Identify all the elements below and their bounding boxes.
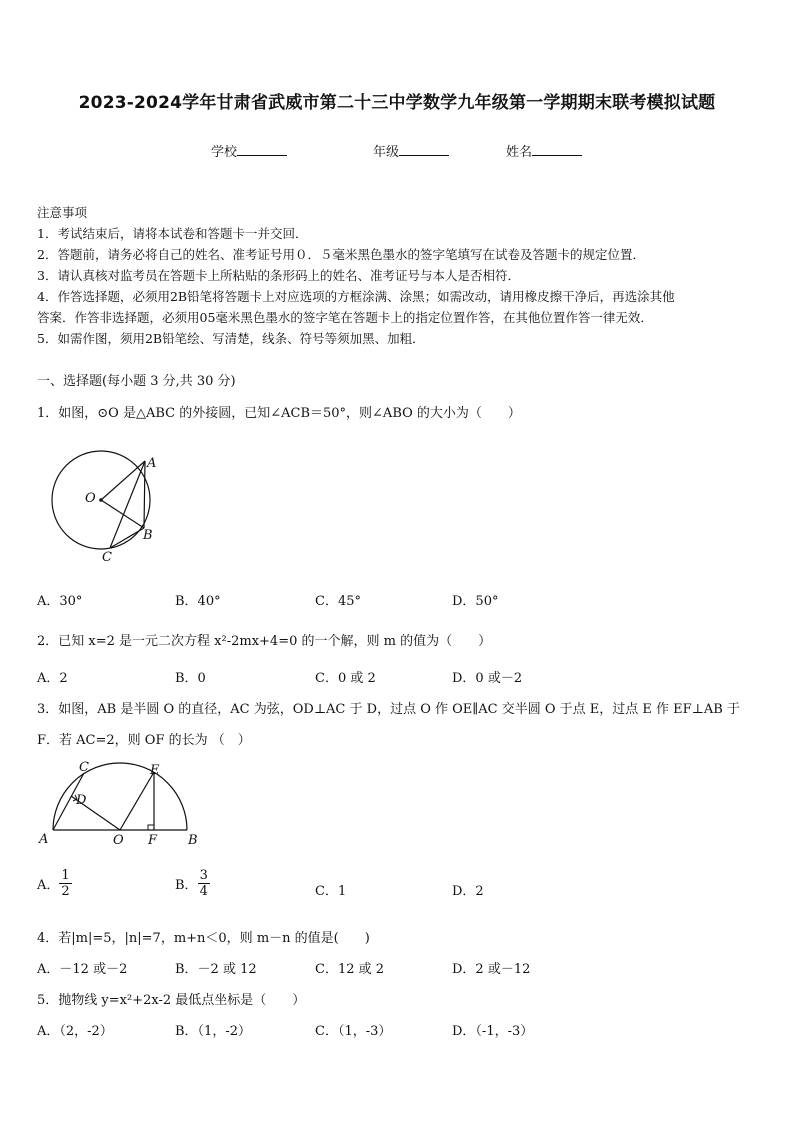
q4-option-b: B．－2 或 12: [175, 962, 257, 977]
question-4-stem: 4．若|m|=5，|n|=7，m+n＜0，则 m－n 的值是( ): [37, 931, 370, 946]
q1-option-d: D．50°: [452, 594, 499, 609]
q1-option-b: B．40°: [175, 594, 221, 609]
point-O-label: O: [85, 491, 96, 506]
section-heading: 一、选择题(每小题 3 分,共 30 分): [37, 374, 236, 389]
q4-option-d: D．2 或－12: [452, 962, 531, 977]
point-F-label: F: [148, 833, 158, 848]
point-C-label: C: [102, 550, 112, 565]
point-A-label: A: [39, 832, 49, 847]
question-2-stem: 2．已知 x=2 是一元二次方程 x²-2mx+4=0 的一个解，则 m 的值为（ ）: [37, 634, 492, 649]
point-O-label: O: [113, 833, 124, 848]
point-D-label: D: [76, 793, 87, 808]
q5-option-a: A．（2，-2）: [37, 1024, 113, 1039]
point-B-label: B: [188, 833, 198, 848]
fraction-numerator: 3: [199, 868, 208, 883]
notice-item: 5．如需作图，须用2B铅笔绘、写清楚，线条、符号等须加黑、加粗．: [37, 331, 425, 346]
q4-option-c: C．12 或 2: [315, 962, 385, 977]
notice-item: 答案．作答非选择题，必须用05毫米黑色墨水的签字笔在答题卡上的指定位置作答，在其他位置作答一律无效．: [37, 310, 653, 325]
point-A-label: A: [147, 456, 157, 471]
page-title: 2023-2024学年甘肃省武威市第二十三中学数学九年级第一学期期末联考模拟试题: [78, 93, 716, 113]
q2-option-a: A．2: [37, 671, 68, 686]
fraction-denominator: 2: [61, 884, 70, 899]
semicircle-figure: [36, 756, 206, 851]
q3-option-b-prefix: B．: [175, 878, 198, 893]
grade-blank: [399, 143, 449, 156]
q3-option-d: D．2: [452, 884, 484, 899]
q1-option-c: C．45°: [315, 594, 361, 609]
fraction: [198, 868, 210, 899]
q2-option-d: D．0 或－2: [452, 671, 523, 686]
fraction: [59, 868, 71, 899]
question-3-stem-line2: F．若 AC=2，则 OF 的长为 （ ）: [37, 733, 251, 748]
q3-option-b: [175, 868, 210, 899]
name-blank: [532, 143, 582, 156]
point-E-label: E: [150, 763, 160, 778]
question-1-stem: 1．如图，⊙O 是△ABC 的外接圆，已知∠ACB＝50°，则∠ABO 的大小为（ ）: [37, 406, 521, 421]
q5-option-b: B．（1，-2）: [175, 1024, 251, 1039]
fraction-numerator: 1: [61, 868, 70, 883]
grade-field: [373, 141, 449, 160]
q2-option-b: B．0: [175, 671, 206, 686]
grade-label: 年级: [373, 145, 400, 160]
notice-heading: 注意事项: [37, 205, 88, 220]
circumcircle-figure: [40, 448, 170, 568]
point-B-label: B: [143, 528, 153, 543]
notice-item: 4．作答选择题，必须用2B铅笔将答题卡上对应选项的方框涂满、涂黑；如需改动，请用橡皮擦干净后，再选涂其他: [37, 289, 675, 304]
point-C-label: C: [79, 760, 89, 775]
school-blank: [237, 143, 287, 156]
q2-option-c: C．0 或 2: [315, 671, 376, 686]
school-field: [211, 141, 287, 160]
q3-option-c: C．1: [315, 884, 347, 899]
q3-option-a-prefix: A．: [37, 878, 60, 893]
notice-item: 1．考试结束后，请将本试卷和答题卡一并交回．: [37, 226, 308, 241]
fraction-denominator: 4: [199, 884, 208, 899]
name-label: 姓名: [506, 145, 533, 160]
school-label: 学校: [211, 145, 238, 160]
name-field: [506, 141, 582, 160]
question-5-stem: 5．抛物线 y=x²+2x-2 最低点坐标是（ ）: [37, 993, 306, 1008]
q3-option-a: [37, 868, 72, 899]
notice-item: 2．答题前，请务必将自己的姓名、准考证号用０．５毫米黑色墨水的签字笔填写在试卷及答题卡的规定位置．: [37, 247, 645, 262]
q5-option-c: C．（1，-3）: [315, 1024, 392, 1039]
notice-item: 3．请认真核对监考员在答题卡上所粘贴的条形码上的姓名、准考证号与本人是否相符．: [37, 268, 520, 283]
question-3-stem-line1: 3．如图，AB 是半圆 O 的直径，AC 为弦，OD⊥AC 于 D，过点 O 作 OE∥AC 交半圆 O 于点 E，过点 E 作 EF⊥AB 于: [37, 702, 740, 717]
q1-option-a: A．30°: [37, 594, 83, 609]
q4-option-a: A．－12 或－2: [37, 962, 128, 977]
q5-option-d: D．（-1，-3）: [452, 1024, 534, 1039]
